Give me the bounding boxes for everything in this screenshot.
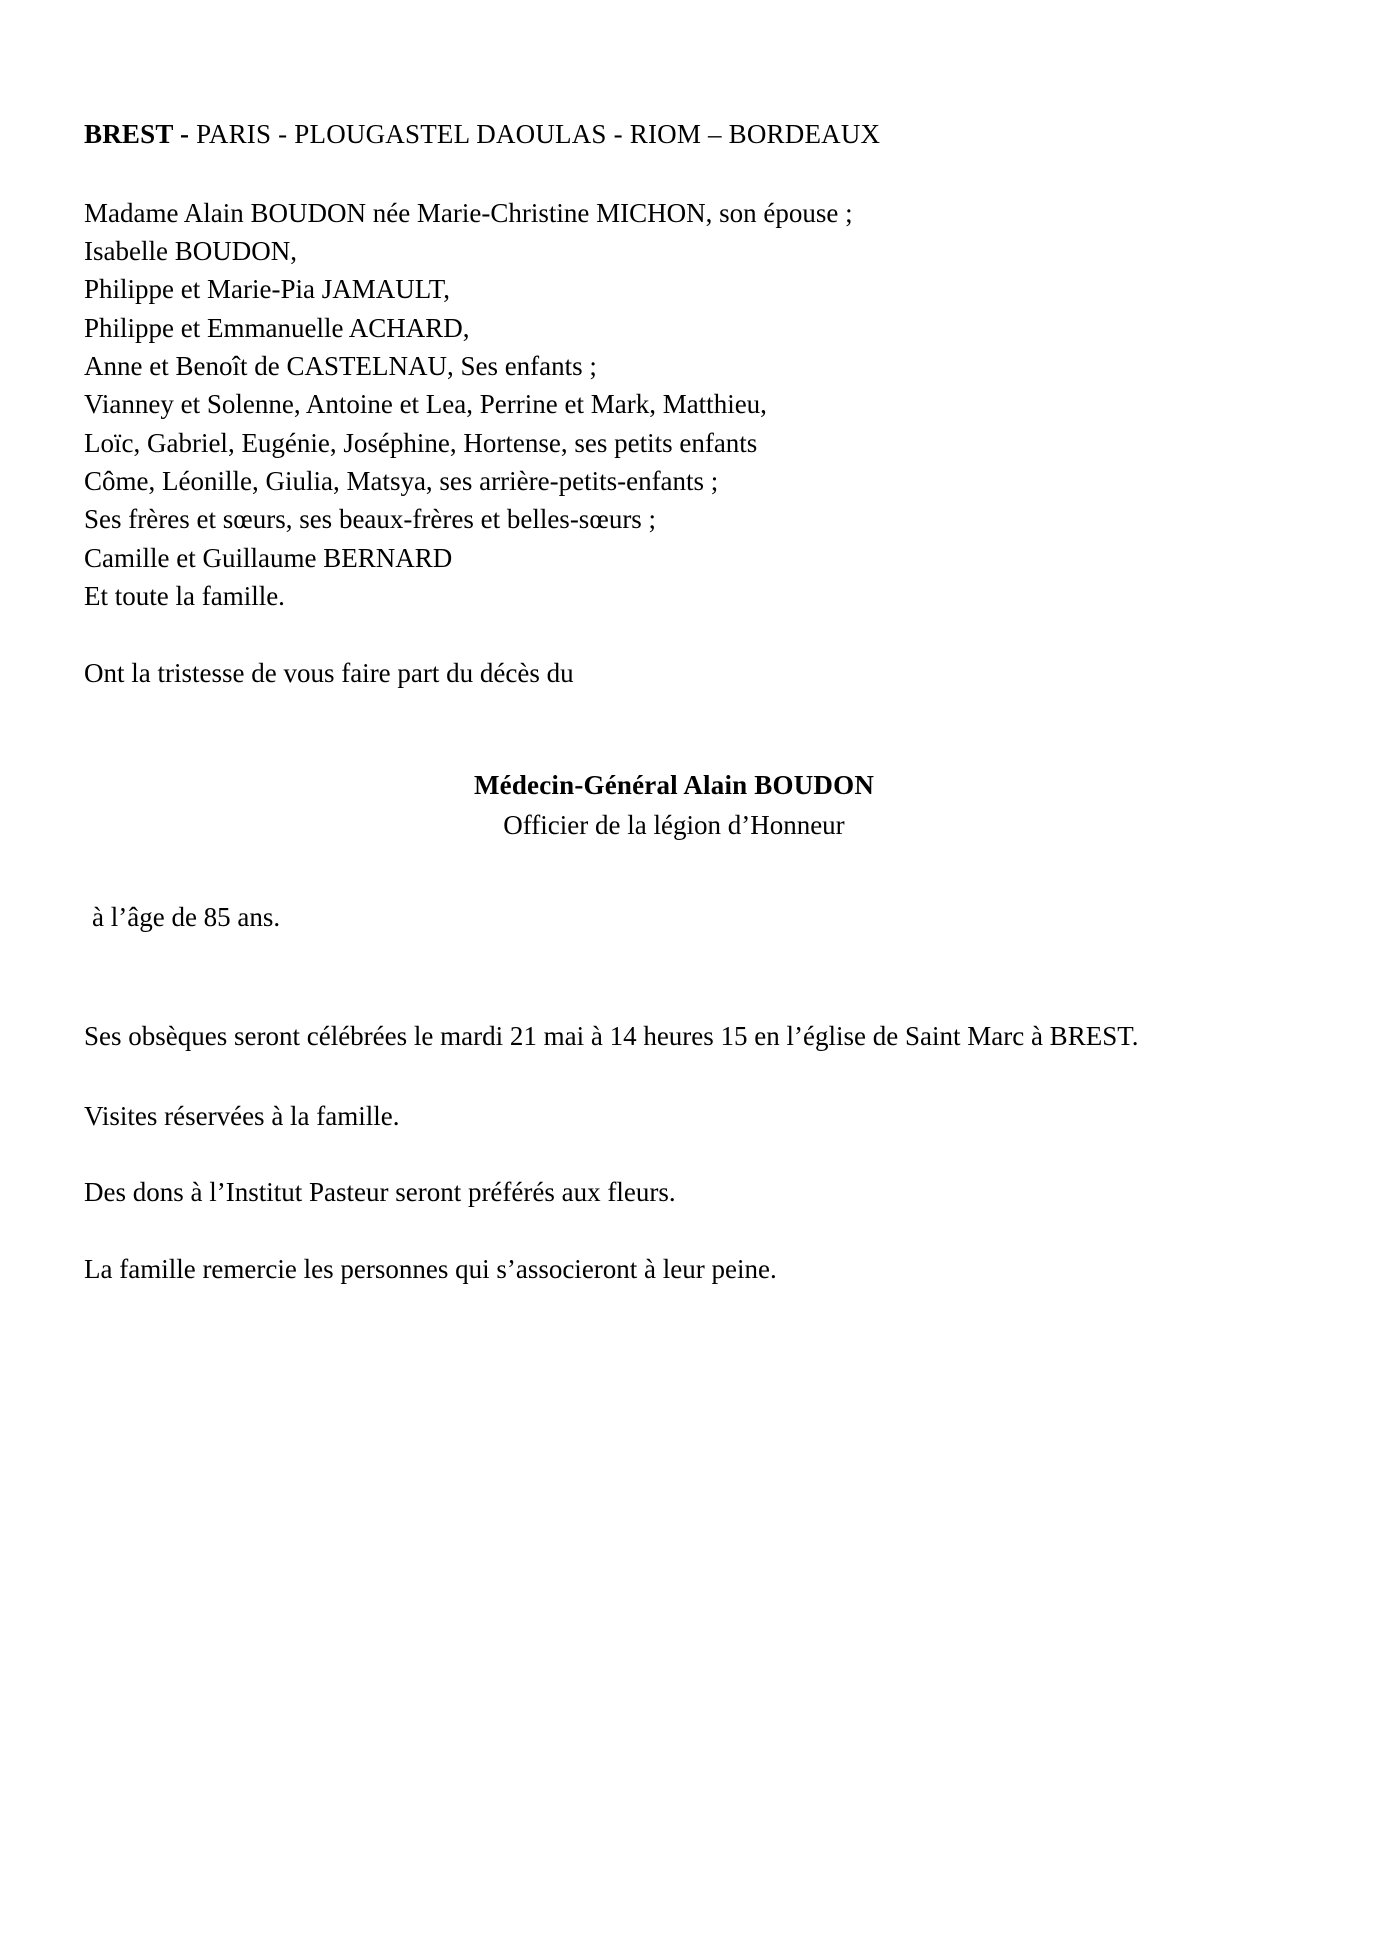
family-line: Anne et Benoît de CASTELNAU, Ses enfants ;	[84, 351, 597, 382]
thanks-note: La famille remercie les personnes qui s’associeront à leur peine.	[84, 1253, 777, 1284]
family-line: Philippe et Marie-Pia JAMAULT,	[84, 274, 450, 305]
deceased-block	[84, 767, 1264, 843]
cities-heading-primary: BREST -	[84, 119, 197, 149]
family-line: Loïc, Gabriel, Eugénie, Joséphine, Hortense, ses petits enfants	[84, 427, 758, 458]
family-line: Camille et Guillaume BERNARD	[84, 542, 453, 573]
cities-heading	[84, 118, 1264, 152]
family-line: Ses frères et sœurs, ses beaux-frères et belles-sœurs ;	[84, 504, 657, 535]
deceased-name: Médecin-Général Alain BOUDON	[473, 770, 875, 801]
funeral-details: Ses obsèques seront célébrées le mardi 21 mai à 14 heures 15 en l’église de Saint Marc à BREST.	[84, 1020, 1139, 1051]
announcement-text: Ont la tristesse de vous faire part du décès du	[84, 658, 574, 689]
cities-heading-rest: PARIS - PLOUGASTEL DAOULAS - RIOM – BORDEAUX	[196, 119, 881, 149]
donations-note: Des dons à l’Institut Pasteur seront préférés aux fleurs.	[84, 1177, 676, 1208]
family-line: Côme, Léonille, Giulia, Matsya, ses arrière-petits-enfants ;	[84, 466, 719, 497]
family-line: Philippe et Emmanuelle ACHARD,	[84, 312, 470, 343]
deceased-honorific: Officier de la légion d’Honneur	[503, 809, 845, 840]
family-line: Et toute la famille.	[84, 581, 285, 612]
family-line: Vianney et Solenne, Antoine et Lea, Perrine et Mark, Matthieu,	[84, 389, 767, 420]
family-line: Madame Alain BOUDON née Marie-Christine MICHON, son épouse ;	[84, 197, 853, 228]
document-content	[84, 118, 1264, 1326]
family-list	[84, 194, 1264, 616]
age-line: à l’âge de 85 ans.	[92, 902, 281, 933]
family-line: Isabelle BOUDON,	[84, 236, 297, 267]
visits-note: Visites réservées à la famille.	[84, 1101, 400, 1132]
